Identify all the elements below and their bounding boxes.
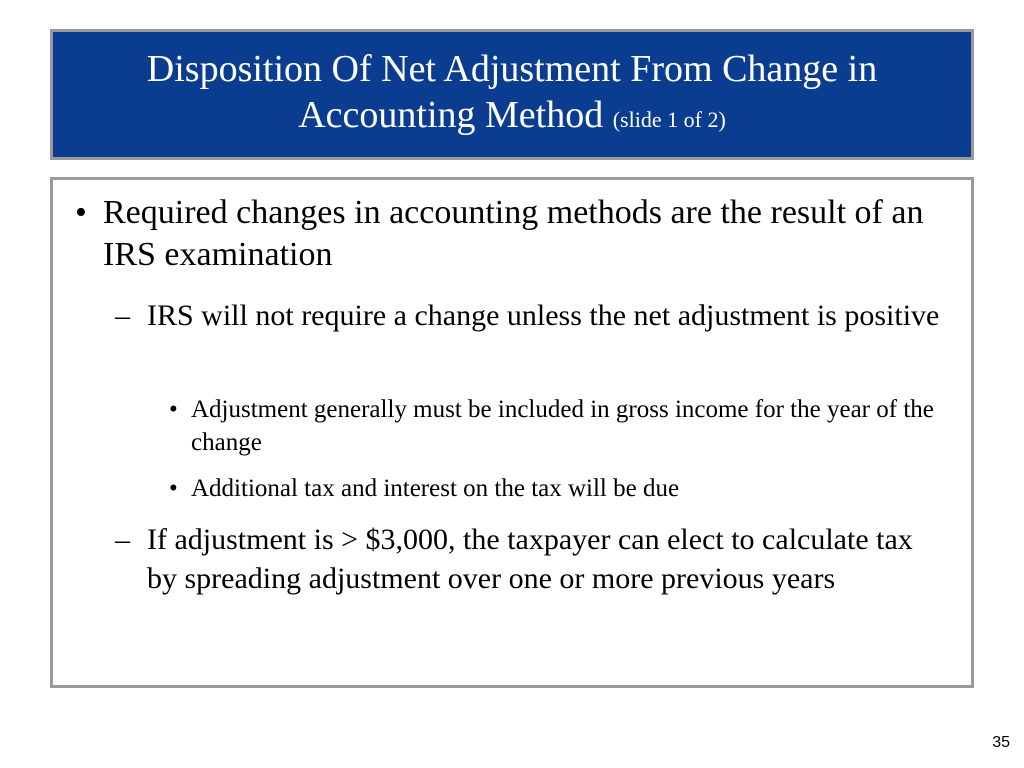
slide-title-line-1: Disposition Of Net Adjustment From Change in: [146, 48, 878, 90]
bullet-level-1: [75, 192, 945, 276]
slide-title-subtitle: (slide 1 of 2): [612, 107, 726, 132]
sub-sub-item-level-3: [169, 472, 959, 505]
sub-item-text: If adjustment is > $3,000, the taxpayer can elect to calculate tax by spreading adjustment over one or more previous years: [147, 523, 913, 595]
dash-icon: –: [115, 523, 130, 556]
sub-item-text: IRS will not require a change unless the net adjustment is positive: [147, 299, 940, 332]
page-number: 35: [992, 734, 1010, 751]
slide-title-box: [50, 29, 974, 160]
bullet-icon: •: [169, 475, 178, 502]
bullet-text: Required changes in accounting methods are the result of an IRS examination: [103, 194, 924, 273]
bullet-icon: •: [75, 194, 87, 231]
sub-sub-item-text: Adjustment generally must be included in gross income for the year of the change: [191, 396, 934, 456]
slide-content-box: [50, 177, 974, 688]
sub-item-level-2: [115, 296, 945, 335]
sub-sub-item-text: Additional tax and interest on the tax will be due: [191, 475, 680, 502]
sub-item-level-2: [115, 520, 945, 598]
slide-title-main: Accounting Method: [298, 94, 604, 136]
sub-sub-item-level-3: [169, 393, 959, 459]
slide-title-line-2: [298, 92, 726, 143]
bullet-icon: •: [169, 396, 178, 423]
dash-icon: –: [115, 299, 130, 332]
